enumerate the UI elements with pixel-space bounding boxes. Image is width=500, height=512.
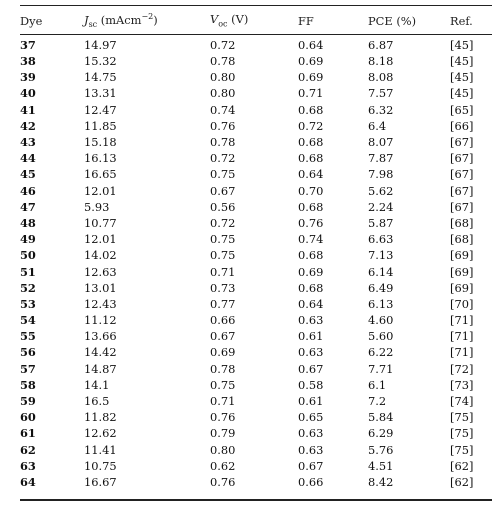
voc-cell: 0.62 [210, 458, 236, 473]
ref-cell: [68] [450, 232, 474, 247]
pce-cell: 8.07 [368, 135, 394, 150]
voc-cell: 0.67 [210, 183, 236, 198]
dye-cell: 45 [20, 167, 36, 182]
pce-cell: 7.71 [368, 361, 394, 376]
voc-cell: 0.72 [210, 37, 236, 52]
ref-cell: [75] [450, 442, 474, 457]
table-row [20, 102, 492, 118]
ff-cell: 0.70 [298, 183, 324, 198]
jsc-cell: 14.42 [84, 345, 117, 360]
pce-cell: 8.42 [368, 474, 394, 489]
dye-cell: 40 [20, 86, 36, 101]
ff-cell: 0.64 [298, 296, 324, 311]
jsc-cell: 13.01 [84, 280, 117, 295]
ff-cell: 0.68 [298, 135, 324, 150]
dye-cell: 59 [20, 394, 36, 409]
ref-cell: [66] [450, 118, 474, 133]
ff-cell: 0.64 [298, 167, 324, 182]
voc-cell: 0.79 [210, 426, 236, 441]
dye-cell: 42 [20, 118, 36, 133]
voc-cell: 0.80 [210, 86, 236, 101]
jsc-cell: 13.66 [84, 329, 117, 344]
ref-cell: [69] [450, 280, 474, 295]
ref-cell: [45] [450, 86, 474, 101]
table-row [20, 85, 492, 101]
voc-cell: 0.74 [210, 102, 236, 117]
dye-cell: 64 [20, 474, 36, 489]
jsc-cell: 11.82 [84, 410, 117, 425]
jsc-cell: 11.12 [84, 313, 117, 328]
table-row [20, 280, 492, 296]
voc-cell: 0.80 [210, 442, 236, 457]
ff-cell: 0.69 [298, 264, 324, 279]
voc-cell: 0.78 [210, 135, 236, 150]
dye-cell: 43 [20, 135, 36, 150]
ref-cell: [74] [450, 394, 474, 409]
pce-cell: 5.76 [368, 442, 394, 457]
dye-cell: 52 [20, 280, 36, 295]
jsc-exponent: −2 [141, 11, 154, 21]
ref-cell: [68] [450, 215, 474, 230]
table-bottom-rule [20, 499, 492, 501]
jsc-cell: 10.75 [84, 458, 117, 473]
table-row [20, 409, 492, 425]
jsc-cell: 12.47 [84, 102, 117, 117]
ff-cell: 0.63 [298, 442, 324, 457]
voc-cell: 0.75 [210, 167, 236, 182]
table-row [20, 166, 492, 182]
ff-cell: 0.67 [298, 361, 324, 376]
voc-cell: 0.73 [210, 280, 236, 295]
voc-unit: (V) [231, 12, 249, 27]
table-body [20, 33, 492, 490]
dye-cell: 57 [20, 361, 36, 376]
pce-cell: 7.57 [368, 86, 394, 101]
table-row [20, 33, 492, 53]
ff-cell: 0.68 [298, 280, 324, 295]
ff-cell: 0.68 [298, 102, 324, 117]
header-voc [210, 8, 298, 33]
voc-cell: 0.77 [210, 296, 236, 311]
ff-cell: 0.61 [298, 329, 324, 344]
ref-cell: [62] [450, 474, 474, 489]
ref-cell: [72] [450, 361, 474, 376]
pce-cell: 8.18 [368, 54, 394, 69]
dye-cell: 51 [20, 264, 36, 279]
voc-cell: 0.56 [210, 199, 236, 214]
ff-cell: 0.65 [298, 410, 324, 425]
ff-cell: 0.68 [298, 199, 324, 214]
table-row [20, 393, 492, 409]
dye-cell: 53 [20, 296, 36, 311]
pce-cell: 6.87 [368, 37, 394, 52]
ff-cell: 0.69 [298, 54, 324, 69]
pce-cell: 6.32 [368, 102, 394, 117]
ref-cell: [45] [450, 54, 474, 69]
ff-cell: 0.63 [298, 345, 324, 360]
jsc-cell: 12.01 [84, 232, 117, 247]
jsc-close: ) [153, 12, 158, 27]
jsc-cell: 16.13 [84, 151, 117, 166]
voc-cell: 0.71 [210, 264, 236, 279]
ref-cell: [71] [450, 345, 474, 360]
header-dye-label: Dye [20, 13, 43, 28]
ref-cell: [69] [450, 248, 474, 263]
jsc-cell: 14.75 [84, 70, 117, 85]
header-ff-label: FF [298, 13, 314, 28]
pce-cell: 6.13 [368, 296, 394, 311]
table-row [20, 231, 492, 247]
pce-cell: 8.08 [368, 70, 394, 85]
dye-cell: 37 [20, 37, 36, 52]
ref-cell: [73] [450, 377, 474, 392]
jsc-cell: 13.31 [84, 86, 117, 101]
jsc-symbol: J [84, 12, 89, 27]
pce-cell: 6.4 [368, 118, 387, 133]
dye-cell: 47 [20, 199, 36, 214]
header-ff [298, 8, 368, 33]
jsc-cell: 14.1 [84, 377, 110, 392]
pce-cell: 6.63 [368, 232, 394, 247]
pce-cell: 7.13 [368, 248, 394, 263]
jsc-cell: 14.97 [84, 37, 117, 52]
ff-cell: 0.68 [298, 248, 324, 263]
ff-cell: 0.68 [298, 151, 324, 166]
jsc-cell: 16.65 [84, 167, 117, 182]
table-row [20, 458, 492, 474]
dye-cell: 54 [20, 313, 36, 328]
jsc-subscript: sc [88, 20, 98, 30]
pce-cell: 6.29 [368, 426, 394, 441]
table-row [20, 312, 492, 328]
pce-cell: 5.62 [368, 183, 394, 198]
voc-cell: 0.72 [210, 151, 236, 166]
voc-cell: 0.76 [210, 474, 236, 489]
voc-symbol: V [210, 12, 219, 27]
voc-cell: 0.80 [210, 70, 236, 85]
ff-cell: 0.72 [298, 118, 324, 133]
pce-cell: 6.22 [368, 345, 394, 360]
jsc-cell: 12.63 [84, 264, 117, 279]
voc-cell: 0.76 [210, 118, 236, 133]
table-row [20, 263, 492, 279]
jsc-cell: 5.93 [84, 199, 110, 214]
dye-cell: 39 [20, 70, 36, 85]
table-row [20, 183, 492, 199]
ref-cell: [67] [450, 183, 474, 198]
table-row [20, 328, 492, 344]
table-row [20, 377, 492, 393]
dye-cell: 49 [20, 232, 36, 247]
dye-cell: 48 [20, 215, 36, 230]
table-row [20, 69, 492, 85]
table-header-row [20, 8, 492, 33]
jsc-cell: 12.01 [84, 183, 117, 198]
voc-cell: 0.75 [210, 248, 236, 263]
ff-cell: 0.61 [298, 394, 324, 409]
ff-cell: 0.64 [298, 37, 324, 52]
voc-cell: 0.75 [210, 232, 236, 247]
jsc-cell: 16.5 [84, 394, 110, 409]
dye-cell: 50 [20, 248, 36, 263]
ff-cell: 0.67 [298, 458, 324, 473]
ff-cell: 0.63 [298, 426, 324, 441]
table-row [20, 425, 492, 441]
header-ref [450, 8, 492, 33]
pce-cell: 6.1 [368, 377, 387, 392]
ref-cell: [75] [450, 426, 474, 441]
ref-cell: [71] [450, 329, 474, 344]
ff-cell: 0.76 [298, 215, 324, 230]
pce-cell: 4.51 [368, 458, 394, 473]
ref-cell: [70] [450, 296, 474, 311]
voc-cell: 0.76 [210, 410, 236, 425]
header-jsc [84, 8, 210, 33]
dye-cell: 63 [20, 458, 36, 473]
header-pce-label: PCE (%) [368, 13, 417, 28]
photovoltaic-parameters-table [20, 8, 492, 490]
pce-cell: 7.2 [368, 394, 387, 409]
dye-cell: 60 [20, 410, 36, 425]
ff-cell: 0.69 [298, 70, 324, 85]
jsc-cell: 12.43 [84, 296, 117, 311]
pce-cell: 5.84 [368, 410, 394, 425]
ref-cell: [67] [450, 151, 474, 166]
ref-cell: [69] [450, 264, 474, 279]
ff-cell: 0.74 [298, 232, 324, 247]
voc-cell: 0.71 [210, 394, 236, 409]
voc-cell: 0.66 [210, 313, 236, 328]
dye-cell: 58 [20, 377, 36, 392]
voc-cell: 0.72 [210, 215, 236, 230]
dye-cell: 61 [20, 426, 36, 441]
ref-cell: [71] [450, 313, 474, 328]
table-row [20, 150, 492, 166]
table-row [20, 199, 492, 215]
table-row [20, 118, 492, 134]
voc-cell: 0.78 [210, 54, 236, 69]
voc-subscript: oc [218, 19, 228, 29]
table-row [20, 296, 492, 312]
pce-cell: 6.14 [368, 264, 394, 279]
table-row [20, 215, 492, 231]
header-pce [368, 8, 450, 33]
table-row [20, 134, 492, 150]
pce-cell: 7.98 [368, 167, 394, 182]
jsc-cell: 16.67 [84, 474, 117, 489]
table-row [20, 247, 492, 263]
jsc-cell: 15.18 [84, 135, 117, 150]
dye-cell: 62 [20, 442, 36, 457]
jsc-cell: 10.77 [84, 215, 117, 230]
ref-cell: [45] [450, 37, 474, 52]
dye-cell: 46 [20, 183, 36, 198]
jsc-cell: 11.41 [84, 442, 117, 457]
ff-cell: 0.71 [298, 86, 324, 101]
pce-cell: 6.49 [368, 280, 394, 295]
pce-cell: 2.24 [368, 199, 394, 214]
table-top-rule [20, 5, 492, 6]
pce-cell: 7.87 [368, 151, 394, 166]
dye-cell: 56 [20, 345, 36, 360]
ref-cell: [67] [450, 199, 474, 214]
ref-cell: [75] [450, 410, 474, 425]
pce-cell: 5.60 [368, 329, 394, 344]
header-ref-label: Ref. [450, 13, 473, 28]
voc-cell: 0.75 [210, 377, 236, 392]
jsc-cell: 15.32 [84, 54, 117, 69]
ff-cell: 0.63 [298, 313, 324, 328]
table-row [20, 53, 492, 69]
dye-cell: 55 [20, 329, 36, 344]
jsc-cell: 12.62 [84, 426, 117, 441]
header-dye [20, 8, 84, 33]
voc-cell: 0.69 [210, 345, 236, 360]
ref-cell: [45] [450, 70, 474, 85]
dye-cell: 41 [20, 102, 36, 117]
jsc-unit: (mAcm [100, 12, 142, 27]
voc-cell: 0.78 [210, 361, 236, 376]
table-row [20, 344, 492, 360]
ref-cell: [65] [450, 102, 474, 117]
jsc-cell: 14.87 [84, 361, 117, 376]
dye-cell: 38 [20, 54, 36, 69]
jsc-cell: 14.02 [84, 248, 117, 263]
ref-cell: [62] [450, 458, 474, 473]
dye-cell: 44 [20, 151, 36, 166]
pce-cell: 5.87 [368, 215, 394, 230]
ff-cell: 0.58 [298, 377, 324, 392]
table-row [20, 361, 492, 377]
table-row [20, 474, 492, 490]
pce-cell: 4.60 [368, 313, 394, 328]
jsc-cell: 11.85 [84, 118, 117, 133]
ref-cell: [67] [450, 167, 474, 182]
ff-cell: 0.66 [298, 474, 324, 489]
ref-cell: [67] [450, 135, 474, 150]
table-row [20, 442, 492, 458]
voc-cell: 0.67 [210, 329, 236, 344]
